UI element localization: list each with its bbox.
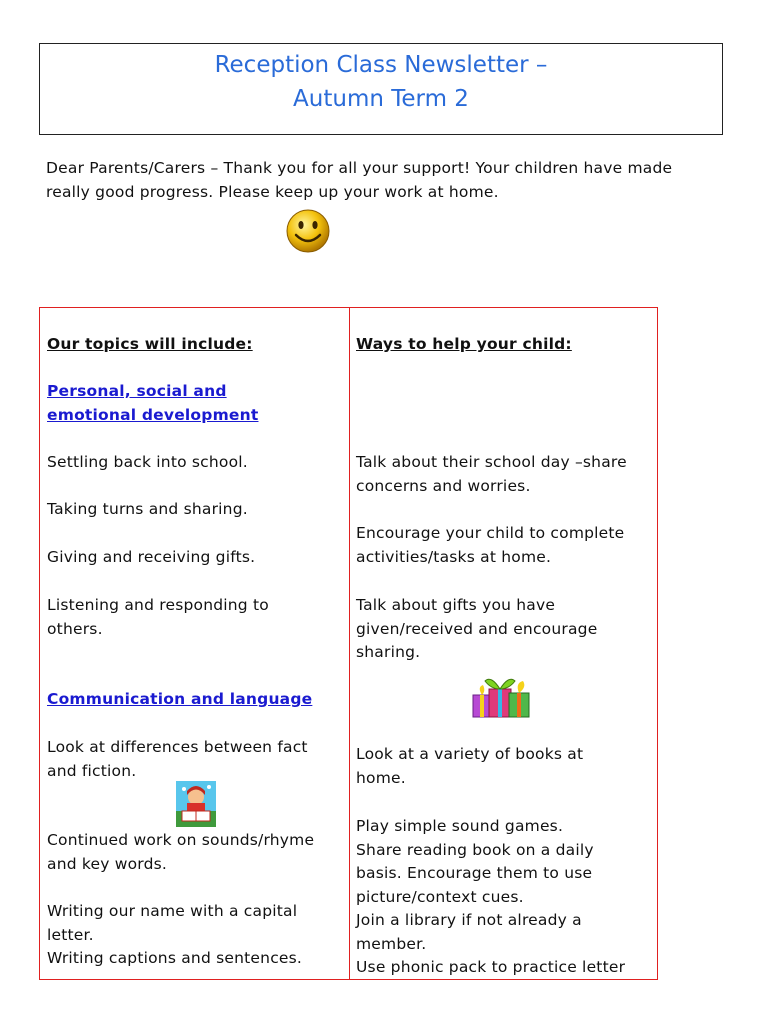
help-item-line: Talk about their school day –share (356, 453, 627, 471)
help-item-line: given/received and encourage (356, 619, 598, 638)
intro-paragraph (46, 156, 736, 204)
title-line-1: Reception Class Newsletter – (214, 52, 548, 78)
topic-item-line: and key words. (47, 854, 168, 873)
help-item-line: member. (356, 934, 427, 953)
help-item-line: activities/tasks at home. (356, 547, 552, 566)
topic-item-line: Writing captions and sentences. (47, 949, 303, 967)
topics-table (39, 307, 658, 980)
psed-heading-line-2: emotional development (47, 405, 259, 424)
help-item (356, 522, 624, 569)
help-item-line: basis. Encourage them to use (356, 864, 593, 882)
newsletter-title-box (39, 43, 723, 135)
smiley-face-icon (285, 208, 331, 254)
topic-item-line: others. (47, 619, 103, 638)
help-item-line: sharing. (356, 643, 421, 661)
help-item-line: concerns and worries. (356, 476, 531, 495)
reading-child-icon (176, 781, 216, 827)
psed-heading (47, 380, 258, 427)
topic-item-line: Continued work on sounds/rhyme (47, 831, 315, 849)
intro-line-1: Dear Parents/Carers – Thank you for all your support! Your children have made (46, 159, 673, 177)
help-heading: Ways to help your child: (356, 335, 572, 353)
help-item-line: picture/context cues. (356, 887, 524, 906)
help-item-line: Look at a variety of books at (356, 745, 584, 763)
help-item-line: Share reading book on a daily (356, 840, 594, 859)
help-item-line: Play simple sound games. (356, 817, 564, 835)
topic-item (47, 736, 308, 783)
column-divider (349, 308, 350, 979)
help-item-line: Use phonic pack to practice letter (356, 958, 626, 976)
topics-heading: Our topics will include: (47, 335, 253, 353)
topic-item: Settling back into school. (47, 453, 248, 471)
help-item (356, 743, 583, 790)
topic-item-line: Writing our name with a capital (47, 902, 298, 920)
intro-line-2: really good progress. Please keep up your work at home. (46, 183, 499, 201)
topic-item: Giving and receiving gifts. (47, 548, 256, 566)
psed-heading-line-1: Personal, social and (47, 382, 227, 400)
help-item (356, 815, 625, 980)
topic-item-line: Look at differences between fact (47, 738, 308, 756)
communication-heading: Communication and language (47, 690, 313, 708)
help-item-line: home. (356, 768, 406, 787)
topic-item-line: and fiction. (47, 761, 137, 780)
topic-item (47, 829, 314, 876)
help-item-line: Join a library if not already a (356, 911, 582, 929)
help-item (356, 594, 597, 665)
topic-item (47, 900, 302, 971)
title-line-2: Autumn Term 2 (293, 86, 469, 112)
topic-item-line: Listening and responding to (47, 596, 269, 614)
help-item-line: Talk about gifts you have (356, 596, 556, 614)
help-item-line: Encourage your child to complete (356, 524, 625, 542)
topic-item: Taking turns and sharing. (47, 500, 248, 518)
gifts-icon (471, 669, 535, 721)
help-item (356, 451, 627, 498)
topic-item (47, 594, 269, 641)
topic-item-line: letter. (47, 925, 94, 944)
